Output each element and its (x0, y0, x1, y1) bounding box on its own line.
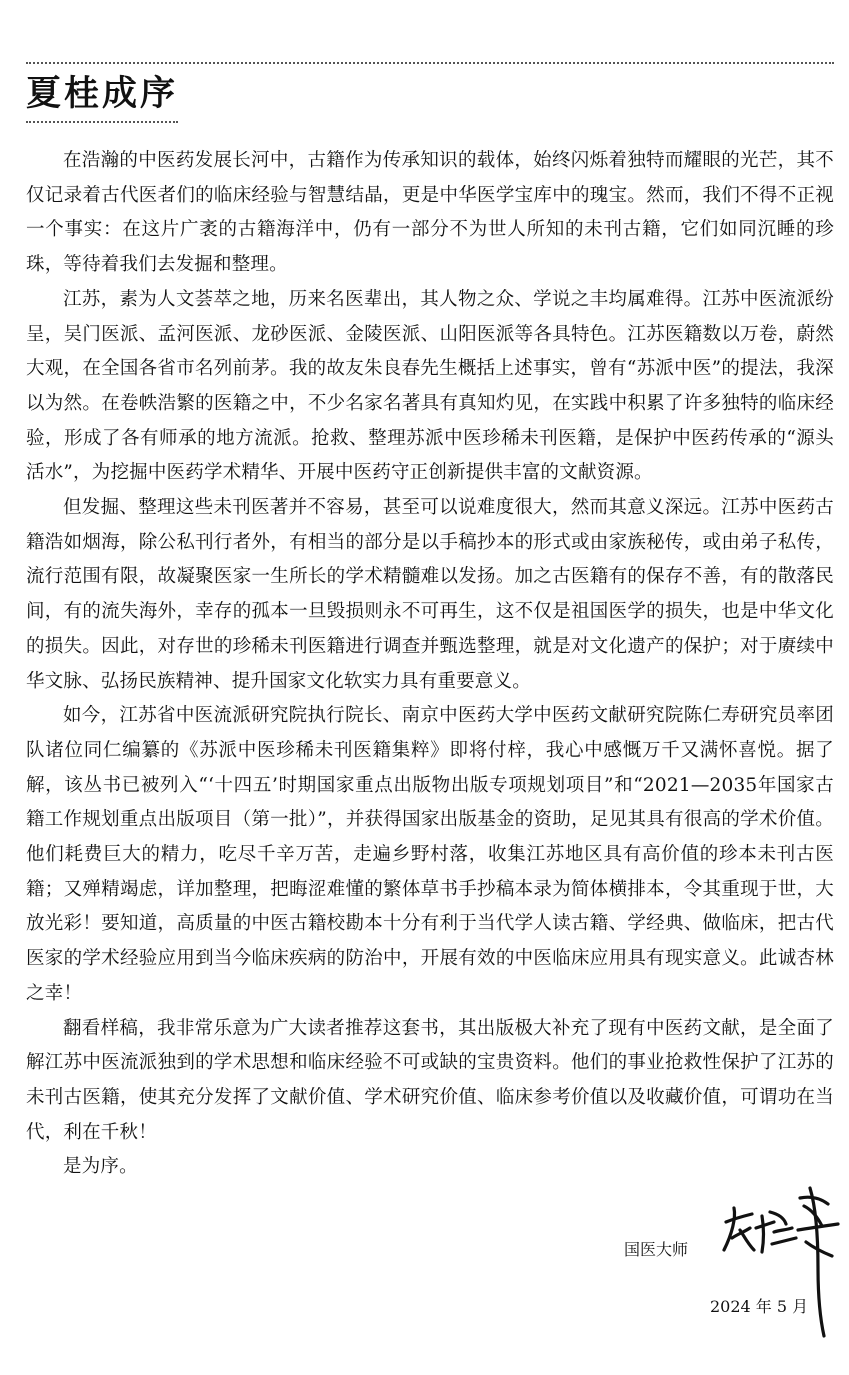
handwritten-signature (714, 1178, 844, 1343)
paragraph-6: 是为序。 (63, 1156, 138, 1178)
paragraph-3: 但发掘、整理这些未刊医著并不容易，甚至可以说难度很大，然而其意义深远。江苏中医药古籍浩如烟海，除公私刊行者外，有相当的部分是以手稿抄本的形式或由家族秘传，或由弟子私传，流行范围有限，故凝聚医家一生所长的学术精髓难以发扬。加之古医籍有的保存不善，有的散落民间，有的流失海外，幸存的孤本一旦毁损则永不可再生，这不仅是祖国医学的损失，也是中华文化的损失。因此，对存世的珍稀未刊医籍进行调查并甄选整理，就是对文化遗产的保护；对于赓续中华文脉、弘扬民族精神、提升国家文化软实力具有重要意义。 (26, 497, 834, 692)
top-dotted-rule (26, 62, 834, 64)
preface-body (26, 144, 834, 1185)
paragraph-1: 在浩瀚的中医药发展长河中，古籍作为传承知识的载体，始终闪烁着独特而耀眼的光芒，其不仅记录着古代医者们的临床经验与智慧结晶，更是中华医学宝库中的瑰宝。然而，我们不得不正视一个事实：在这片广袤的古籍海洋中，仍有一部分不为世人所知的未刊古籍，它们如同沉睡的珍珠，等待着我们去发掘和整理。 (26, 150, 834, 276)
date: 2024 年 5 月 (710, 1297, 809, 1316)
author-title: 国医大师 (624, 1240, 689, 1259)
page-title: 夏桂成序 (26, 73, 179, 114)
paragraph-2: 江苏，素为人文荟萃之地，历来名医辈出，其人物之众、学说之丰均属难得。江苏中医流派纷呈，吴门医派、孟河医派、龙砂医派、金陵医派、山阳医派等各具特色。江苏医籍数以万卷，蔚然大观，在全国各省市名列前茅。我的故友朱良春先生概括上述事实，曾有“苏派中医”的提法，我深以为然。在卷帙浩繁的医籍之中，不少名家名著具有真知灼见，在实践中积累了许多独特的临床经验，形成了各有师承的地方流派。抢救、整理苏派中医珍稀未刊医籍，是保护中医药传承的“源头活水”，为挖掘中医药学术精华、开展中医药守正创新提供丰富的文献资源。 (26, 288, 834, 484)
paragraph-5: 翻看样稿，我非常乐意为广大读者推荐这套书，其出版极大补充了现有中医药文献，是全面了解江苏中医流派独到的学术思想和临床经验不可或缺的宝贵资料。他们的事业抢救性保护了江苏的未刊古医籍，使其充分发挥了文献价值、学术研究价值、临床参考价值以及收藏价值，可谓功在当代，利在千秋！ (26, 1017, 834, 1143)
title-dotted-underline (26, 121, 178, 123)
paragraph-4: 如今，江苏省中医流派研究院执行院长、南京中医药大学中医药文献研究院陈仁寿研究员率团队诸位同仁编纂的《苏派中医珍稀未刊医籍集粹》即将付梓，我心中感慨万千又满怀喜悦。据了解，该丛书已被列入“‘十四五’时期国家重点出版物出版专项规划项目”和“2021—2035年国家古籍工作规划重点出版项目（第一批）”，并获得国家出版基金的资助，足见其具有很高的学术价值。他们耗费巨大的精力，吃尽千辛万苦，走遍乡野村落，收集江苏地区具有高价值的珍本未刊古医籍；又殚精竭虑，详加整理，把晦涩难懂的繁体草书手抄稿本录为简体横排本，令其重现于世，大放光彩！要知道，高质量的中医古籍校勘本十分有利于当代学人读古籍、学经典、做临床，把古代医家的学术经验应用到当今临床疾病的防治中，开展有效的中医临床应用具有现实意义。此诚杏林之幸！ (26, 705, 834, 1004)
